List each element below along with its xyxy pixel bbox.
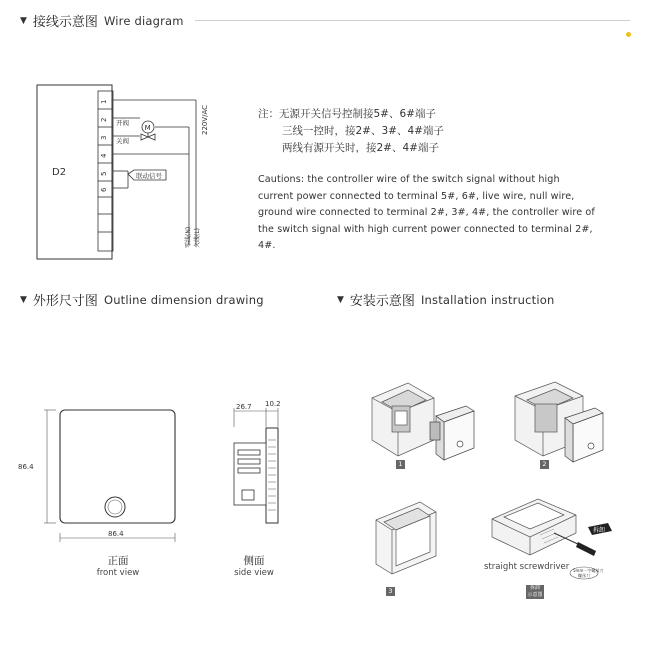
- step-badge-2: 2: [540, 460, 549, 469]
- section-title-cn: 外形尺寸图: [32, 294, 98, 309]
- tool-note-2: 螺丝刀: [578, 573, 590, 578]
- side-caption-en: side view: [234, 568, 274, 578]
- install-step-2-drawing: [505, 378, 625, 468]
- section-header-outline: [20, 290, 264, 309]
- terminal-3: 3: [100, 135, 108, 140]
- note-cn-1: 注：无源开关信号控制接5#、6#端子: [258, 108, 436, 120]
- terminal-strip: [98, 91, 113, 251]
- voltage-label: 220V/AC: [201, 104, 209, 135]
- front-caption-cn: 正面: [107, 555, 129, 567]
- depth-a-dim: 26.7: [236, 403, 252, 411]
- remove-note-badge: [526, 585, 544, 599]
- depth-b-dim: 10.2: [265, 400, 281, 408]
- section-header-wire: [20, 11, 184, 30]
- front-caption-en: front view: [96, 568, 140, 578]
- tool-note: 5mm一字螺丝刀: [573, 568, 604, 573]
- side-view-drawing: [220, 395, 300, 555]
- note-cn-3: 两线有源开关时，接2#、4#端子: [282, 142, 439, 154]
- step-badge-3: 3: [386, 587, 395, 596]
- open-valve-label: 开阀: [116, 119, 129, 127]
- accent-dot: [626, 32, 631, 37]
- null-wire-label: 零线(N): [185, 226, 192, 248]
- install-step-3-drawing: [366, 490, 476, 585]
- install-step-1-drawing: [362, 378, 482, 468]
- side-plate: [266, 428, 278, 523]
- terminal-4: 4: [100, 153, 108, 158]
- wiring-diagram: [0, 70, 250, 270]
- note-cn-2: 三线一控时，接2#、3#、4#端子: [282, 125, 444, 137]
- motor-label: M: [144, 124, 151, 132]
- live-wire-label: 火线(L): [194, 227, 201, 248]
- section-title-en: Outline dimension drawing: [103, 292, 264, 307]
- triangle-icon: ▼: [337, 294, 344, 305]
- side-caption-cn: 侧面: [243, 555, 265, 567]
- terminal-6: 6: [100, 187, 108, 192]
- screwdriver-label: straight screwdriver: [484, 562, 570, 572]
- terminal-2: 2: [100, 117, 108, 122]
- section-title-cn: 接线示意图: [32, 15, 98, 30]
- close-valve-label: 关阀: [116, 137, 129, 145]
- remove-note-line2: 示意图: [527, 592, 543, 598]
- remove-badge-label: 拆卸: [593, 527, 606, 534]
- link-signal-label: 联动信号: [136, 172, 162, 180]
- front-view-drawing: [18, 395, 190, 555]
- note-en: Cautions: the controller wire of the switch signal without high current power connected to terminal 5#, 6#, live wire, null wire, ground wire connected to terminal 2#, 3#, 4#, the controller wire of the switch signal with high current power connected to terminal 2#, 4#.: [258, 174, 595, 251]
- height-dim: 86.4: [18, 463, 34, 471]
- triangle-icon: ▼: [20, 15, 27, 26]
- remove-drawing: [484, 485, 634, 595]
- step-badge-1: 1: [396, 460, 405, 469]
- section-title-cn: 安装示意图: [349, 294, 415, 309]
- device-label: D2: [52, 167, 67, 178]
- terminal-1: 1: [100, 99, 108, 104]
- width-dim: 86.4: [108, 530, 124, 538]
- triangle-icon: ▼: [20, 294, 27, 305]
- divider: [195, 20, 630, 21]
- section-header-install: [337, 290, 554, 309]
- section-title-en: Wire diagram: [103, 13, 184, 28]
- remove-note-line1: 拆卸: [529, 585, 540, 591]
- section-title-en: Installation instruction: [420, 292, 555, 307]
- terminal-5: 5: [100, 171, 108, 176]
